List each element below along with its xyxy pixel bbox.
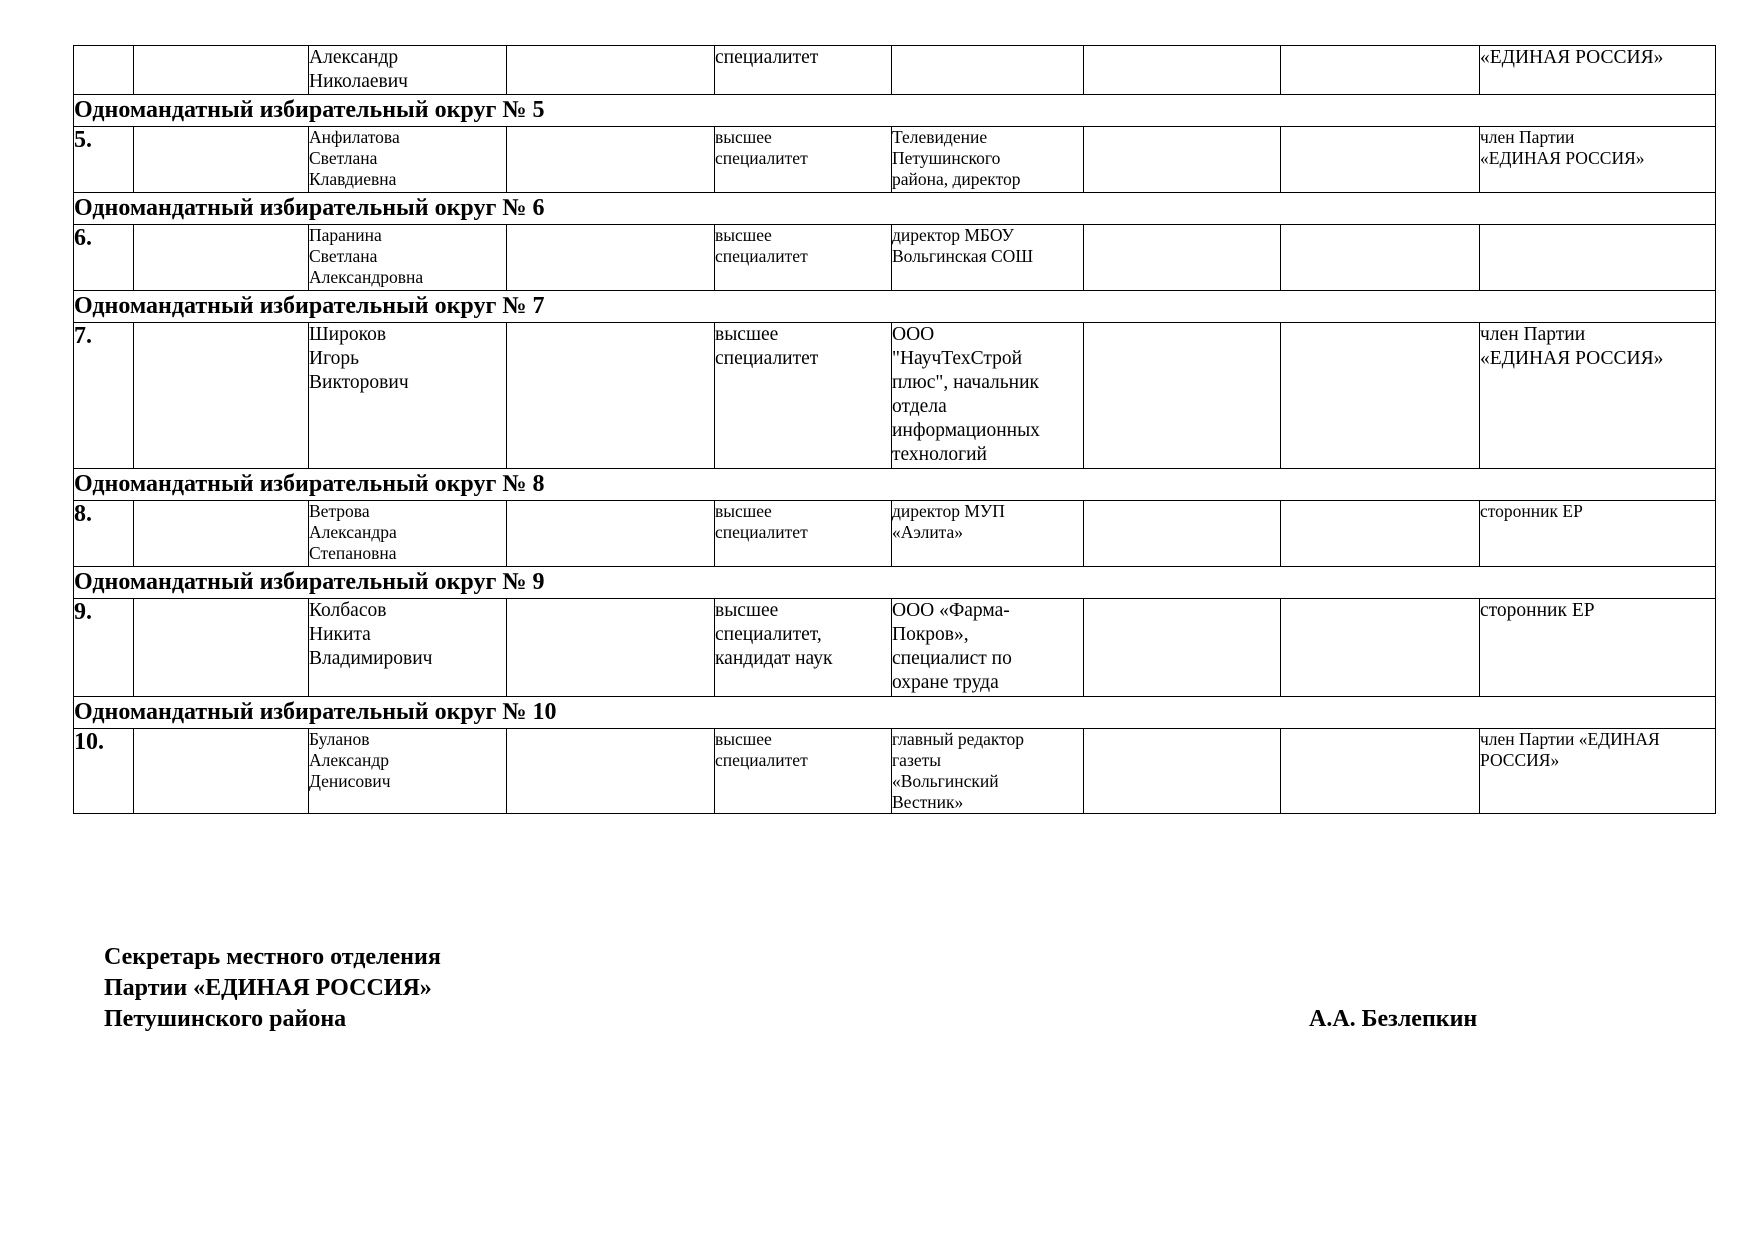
work-line: ООО [892, 324, 935, 345]
empty-cell [1084, 127, 1281, 193]
party-line: член Партии [1480, 127, 1575, 147]
candidate-row [74, 501, 1716, 567]
education-line: специалитет [715, 47, 819, 68]
work-line: Вестник» [892, 792, 964, 812]
empty-cell [507, 127, 715, 193]
candidate-education [715, 225, 892, 291]
work-line: Вольгинская СОШ [892, 246, 1033, 266]
work-line: Покров», [892, 624, 969, 645]
empty-cell [134, 127, 309, 193]
education-line: высшее [715, 324, 779, 345]
candidate-work [892, 599, 1084, 697]
name-line: Денисович [309, 771, 391, 791]
candidate-education [715, 127, 892, 193]
district-label: Одномандатный избирательный округ № 9 [74, 567, 1716, 599]
education-line: специалитет [715, 246, 808, 266]
candidate-party [1480, 46, 1716, 95]
candidate-work [892, 729, 1084, 814]
district-header-row [74, 469, 1716, 501]
district-label: Одномандатный избирательный округ № 7 [74, 291, 1716, 323]
district-label: Одномандатный избирательный округ № 10 [74, 697, 1716, 729]
empty-cell [1281, 127, 1480, 193]
candidate-education [715, 729, 892, 814]
work-line: ООО «Фарма- [892, 600, 1010, 621]
candidate-name [309, 501, 507, 567]
empty-cell [134, 323, 309, 469]
name-line: Паранина [309, 225, 382, 245]
candidate-number: 7. [74, 323, 134, 469]
district-label: Одномандатный избирательный округ № 5 [74, 95, 1716, 127]
candidate-name [309, 729, 507, 814]
party-line: «ЕДИНАЯ РОССИЯ» [1480, 47, 1664, 68]
candidate-party [1480, 599, 1716, 697]
candidate-work [892, 46, 1084, 95]
education-line: высшее [715, 501, 772, 521]
name-line: Светлана [309, 246, 378, 266]
party-line: сторонник ЕР [1480, 600, 1595, 621]
work-line: отдела [892, 396, 947, 417]
candidate-name [309, 323, 507, 469]
district-header-row [74, 697, 1716, 729]
empty-cell [507, 501, 715, 567]
candidate-name [309, 599, 507, 697]
empty-cell [507, 729, 715, 814]
empty-cell [1281, 46, 1480, 95]
empty-cell [134, 225, 309, 291]
work-line: района, директор [892, 169, 1021, 189]
empty-cell [1084, 501, 1281, 567]
name-line: Александра [309, 522, 397, 542]
district-header-row [74, 193, 1716, 225]
district-header-row [74, 567, 1716, 599]
signature-block [104, 942, 441, 1035]
empty-cell [1084, 323, 1281, 469]
empty-cell [134, 46, 309, 95]
candidates-table [73, 45, 1716, 814]
district-label: Одномандатный избирательный округ № 6 [74, 193, 1716, 225]
candidate-name [309, 46, 507, 95]
candidate-party [1480, 323, 1716, 469]
empty-cell [507, 323, 715, 469]
name-line: Клавдиевна [309, 169, 397, 189]
candidate-education [715, 323, 892, 469]
signature-line: Петушинского района [104, 1006, 347, 1032]
party-line: член Партии [1480, 324, 1586, 345]
empty-cell [507, 599, 715, 697]
candidate-number: 5. [74, 127, 134, 193]
name-line: Ветрова [309, 501, 370, 521]
name-line: Игорь [309, 348, 359, 369]
empty-cell [1281, 225, 1480, 291]
candidate-party [1480, 729, 1716, 814]
name-line: Анфилатова [309, 127, 400, 147]
signature-line: Партии «ЕДИНАЯ РОССИЯ» [104, 975, 432, 1001]
empty-cell [1281, 599, 1480, 697]
empty-cell [1281, 729, 1480, 814]
name-line: Александр [309, 47, 399, 68]
district-header-row [74, 291, 1716, 323]
signature-line: Секретарь местного отделения [104, 944, 441, 970]
work-line: информационных [892, 420, 1040, 441]
work-line: плюс", начальник [892, 372, 1040, 393]
education-line: специалитет [715, 148, 808, 168]
education-line: специалитет, [715, 624, 822, 645]
district-label: Одномандатный избирательный округ № 8 [74, 469, 1716, 501]
candidate-name [309, 225, 507, 291]
name-line: Владимирович [309, 648, 433, 669]
candidate-number: 10. [74, 729, 134, 814]
education-line: высшее [715, 127, 772, 147]
name-line: Широков [309, 324, 387, 345]
work-line: Петушинского [892, 148, 1001, 168]
candidate-work [892, 501, 1084, 567]
name-line: Викторович [309, 372, 409, 393]
work-line: директор МБОУ [892, 225, 1014, 245]
empty-cell [1281, 501, 1480, 567]
candidate-row [74, 729, 1716, 814]
candidate-number: 6. [74, 225, 134, 291]
candidate-row [74, 323, 1716, 469]
work-line: газеты [892, 750, 942, 770]
candidate-education [715, 599, 892, 697]
candidate-number: 8. [74, 501, 134, 567]
empty-cell [1084, 225, 1281, 291]
candidate-party [1480, 127, 1716, 193]
candidate-row [74, 46, 1716, 95]
name-line: Светлана [309, 148, 378, 168]
work-line: «Вольгинский [892, 771, 999, 791]
empty-cell [134, 501, 309, 567]
candidate-number: 9. [74, 599, 134, 697]
district-header-row [74, 95, 1716, 127]
name-line: Колбасов [309, 600, 387, 621]
candidate-work [892, 323, 1084, 469]
empty-cell [1084, 599, 1281, 697]
candidate-row [74, 225, 1716, 291]
empty-cell [1281, 323, 1480, 469]
candidate-education [715, 501, 892, 567]
party-line: сторонник ЕР [1480, 501, 1583, 521]
empty-cell [1084, 729, 1281, 814]
name-line: Николаевич [309, 71, 408, 92]
work-line: главный редактор [892, 729, 1025, 749]
empty-cell [134, 599, 309, 697]
candidate-party [1480, 225, 1716, 291]
work-line: директор МУП [892, 501, 1005, 521]
work-line: «Аэлита» [892, 522, 964, 542]
name-line: Буланов [309, 729, 370, 749]
empty-cell [507, 46, 715, 95]
candidate-work [892, 225, 1084, 291]
name-line: Александровна [309, 267, 424, 287]
education-line: высшее [715, 600, 779, 621]
work-line: специалист по [892, 648, 1012, 669]
empty-cell [1084, 46, 1281, 95]
candidate-party [1480, 501, 1716, 567]
education-line: высшее [715, 225, 772, 245]
empty-cell [507, 225, 715, 291]
work-line: "НаучТехСтрой [892, 348, 1023, 369]
work-line: технологий [892, 444, 987, 465]
candidate-number [74, 46, 134, 95]
candidate-row [74, 127, 1716, 193]
party-line: «ЕДИНАЯ РОССИЯ» [1480, 348, 1664, 369]
signer-name: А.А. Безлепкин [1309, 1006, 1478, 1032]
name-line: Александр [309, 750, 389, 770]
candidate-row [74, 599, 1716, 697]
education-line: специалитет [715, 750, 808, 770]
party-line: «ЕДИНАЯ РОССИЯ» [1480, 148, 1645, 168]
name-line: Степановна [309, 543, 397, 563]
candidate-name [309, 127, 507, 193]
candidate-education [715, 46, 892, 95]
party-line: член Партии «ЕДИНАЯ РОССИЯ» [1480, 729, 1660, 770]
work-line: охране труда [892, 672, 999, 693]
education-line: специалитет [715, 522, 808, 542]
empty-cell [134, 729, 309, 814]
education-line: специалитет [715, 348, 819, 369]
candidate-work [892, 127, 1084, 193]
work-line: Телевидение [892, 127, 988, 147]
education-line: кандидат наук [715, 648, 833, 669]
education-line: высшее [715, 729, 772, 749]
name-line: Никита [309, 624, 371, 645]
